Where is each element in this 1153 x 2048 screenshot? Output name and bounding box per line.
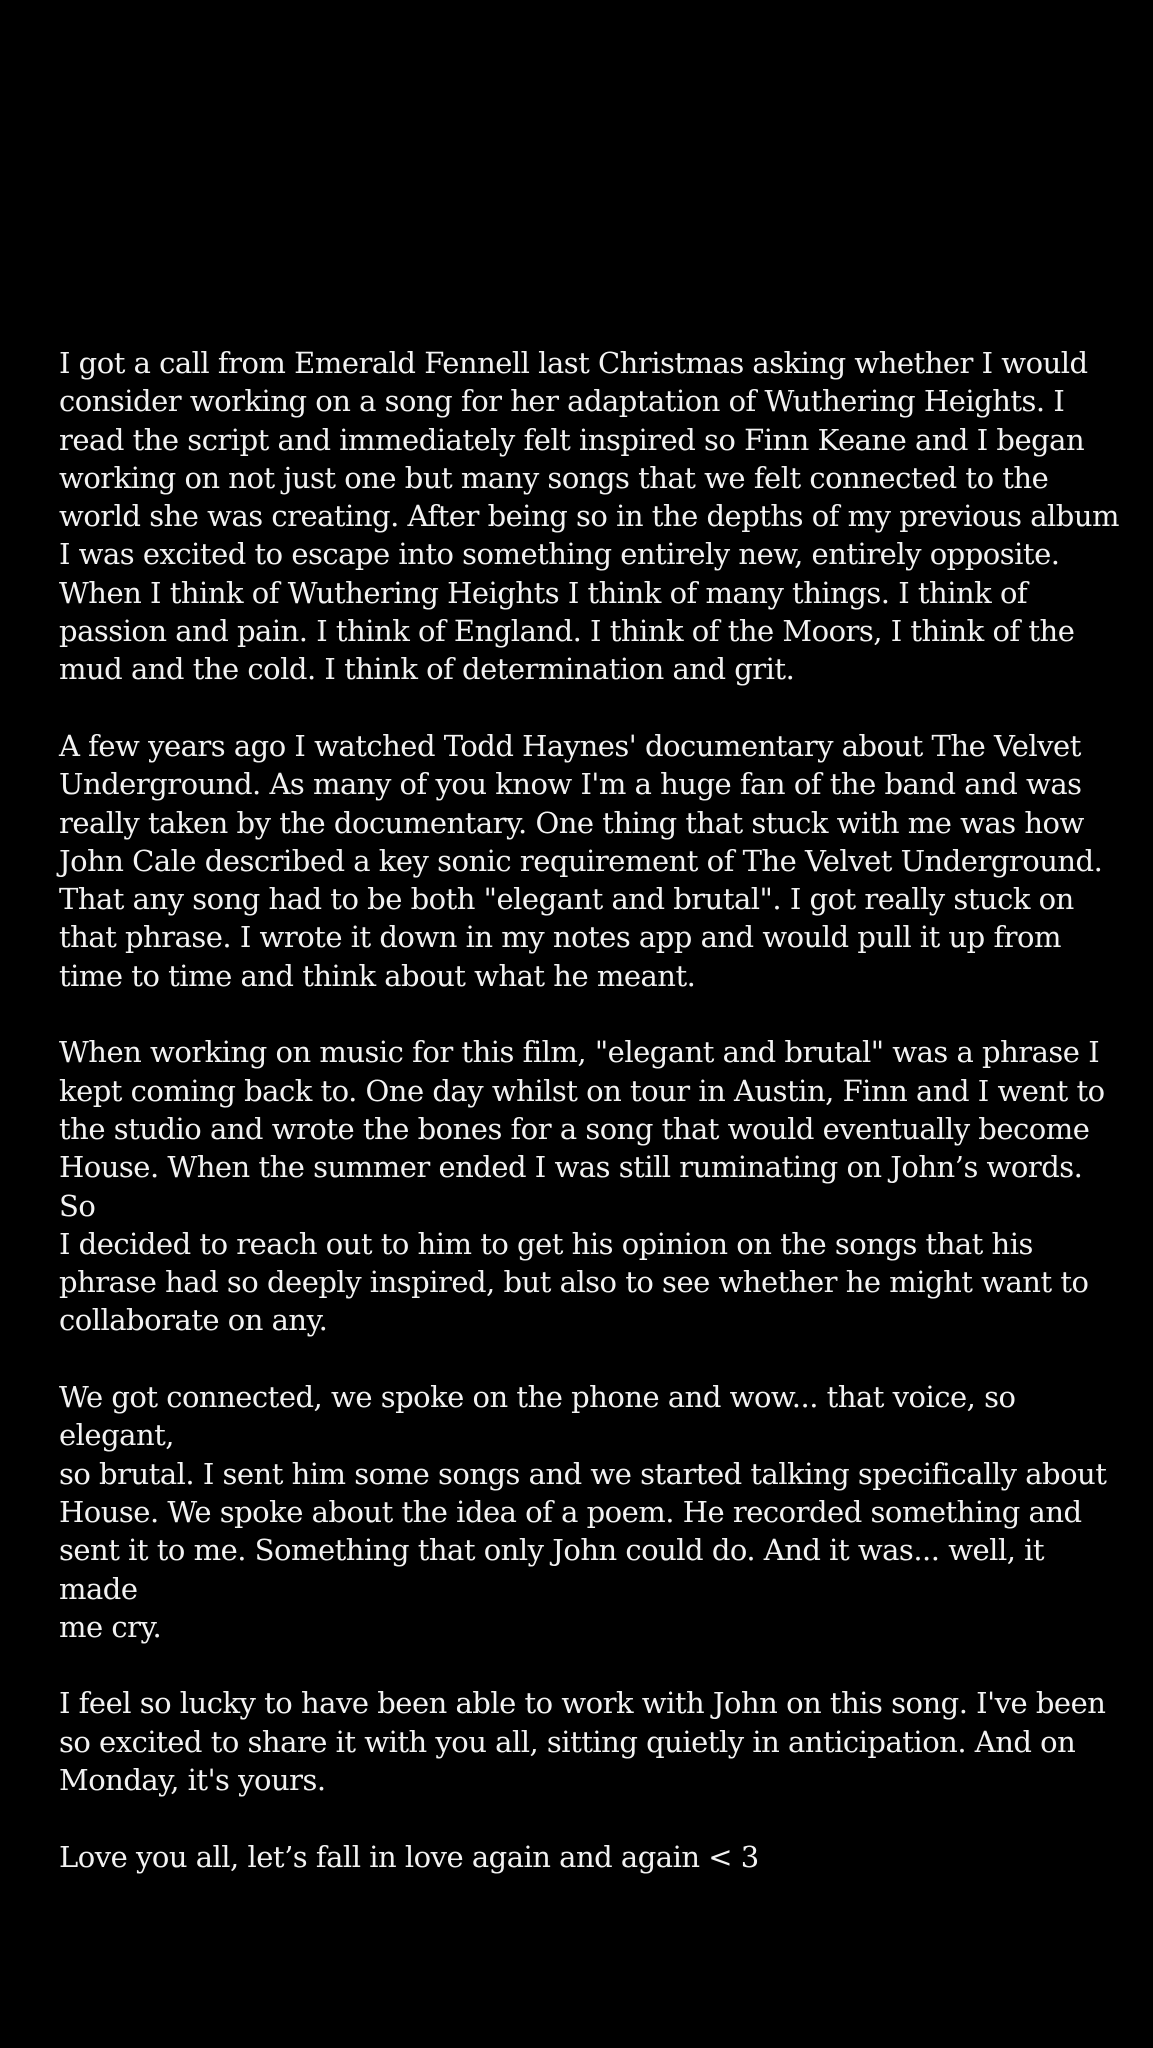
paragraph-6: Love you all, let’s fall in love again and again < 3 bbox=[59, 1839, 759, 1874]
paragraph-2: A few years ago I watched Todd Haynes' documentary about The Velvet Underground. As many of you know I'm a huge fan of the band and was really taken by the documentary. One thing that stuck with me was how John Cale described a key sonic requirement of The Velvet Underground. That any song had to be both "elegant and brutal". I got really stuck on that phrase. I wrote it down in my notes app and would pull it up from time to time and think about what he meant. bbox=[59, 728, 1103, 993]
paragraph-3: When working on music for this film, "elegant and brutal" was a phrase I kept coming back to. One day whilst on tour in Austin, Finn and I went to the studio and wrote the bones for a song that would eventually become House. When the summer ended I was still ruminating on John’s words. So I decided to reach out to him to get his opinion on the songs that his phrase had so deeply inspired, but also to see whether he might want to collaborate on any. bbox=[59, 1035, 1105, 1338]
story-text-block bbox=[59, 344, 1119, 1876]
paragraph-4: We got connected, we spoke on the phone and wow... that voice, so elegant, so brutal. I sent him some songs and we started talking specifically about House. We spoke about the idea of a poem. He recorded something and sent it to me. Something that only John could do. And it was... well, it made me cry. bbox=[59, 1380, 1107, 1644]
paragraph-5: I feel so lucky to have been able to work with John on this song. I've been so excited to share it with you all, sitting quietly in anticipation. And on Monday, it's yours. bbox=[59, 1686, 1106, 1797]
paragraph-1: I got a call from Emerald Fennell last Christmas asking whether I would consider working on a song for her adaptation of Wuthering Heights. I read the script and immediately felt inspired so Finn Keane and I began working on not just one but many songs that we felt connected to the world she was creating. After being so in the depths of my previous album I was excited to escape into something entirely new, entirely opposite. When I think of Wuthering Heights I think of many things. I think of passion and pain. I think of England. I think of the Moors, I think of the mud and the cold. I think of determination and grit. bbox=[59, 346, 1120, 687]
